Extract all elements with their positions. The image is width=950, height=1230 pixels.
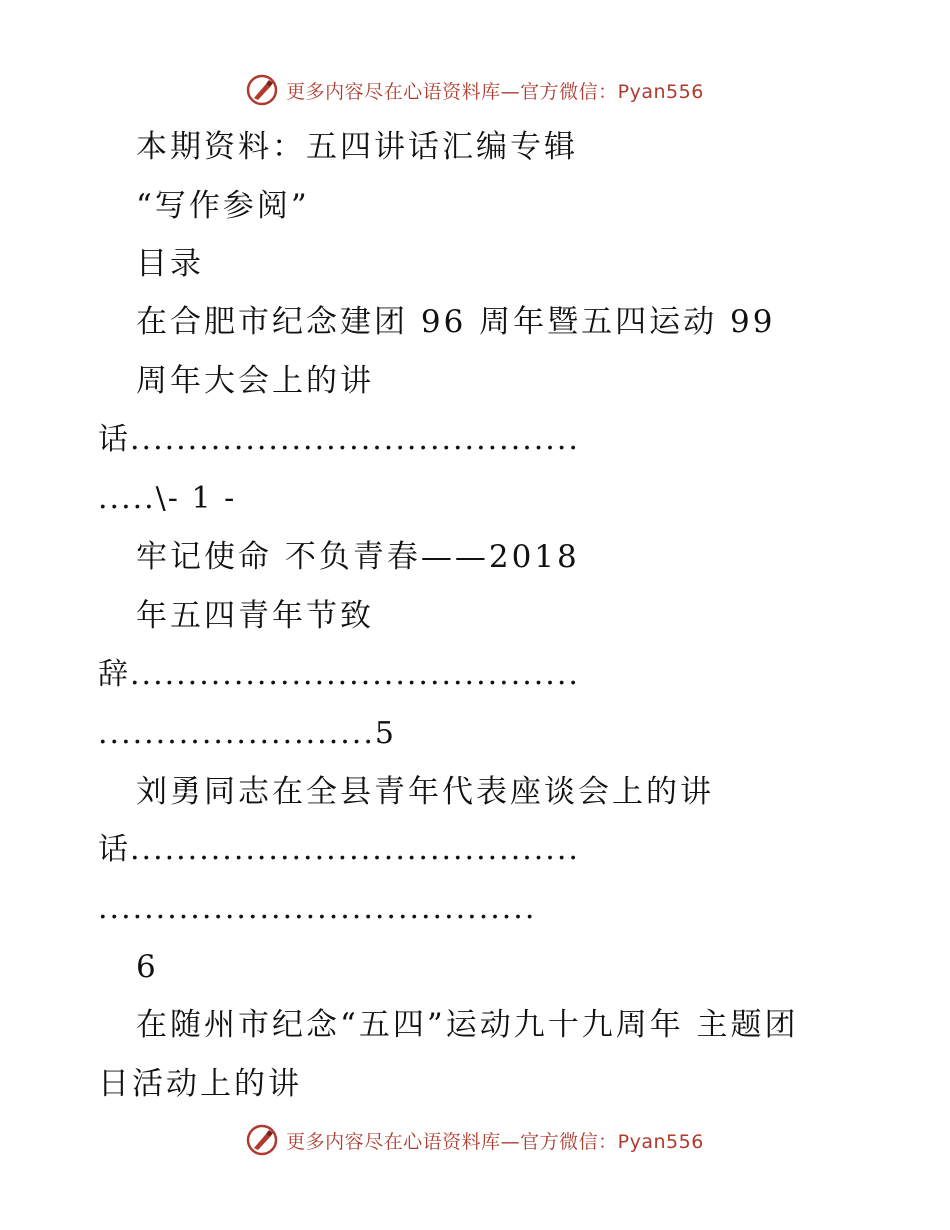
footer-watermark xyxy=(0,1120,950,1160)
toc-entry-4-line-1: 在随州市纪念“五四”运动九十九周年 主题团 xyxy=(136,1007,799,1043)
subtitle: “写作参阅” xyxy=(136,188,310,224)
toc-heading: 目录 xyxy=(136,246,204,282)
issue-title: 本期资料：五四讲话汇编专辑 xyxy=(136,129,578,165)
toc-entry-1-line-1: 在合肥市纪念建团 96 周年暨五四运动 99 xyxy=(136,304,776,340)
toc-entry-1-leader: 话....................................... xyxy=(98,422,580,457)
toc-entry-2-line-1: 牢记使命 不负青春——2018 xyxy=(136,539,580,575)
toc-entry-2-page: ........................5 xyxy=(98,716,396,751)
toc-entry-4-line-2: 日活动上的讲 xyxy=(98,1066,302,1102)
toc-entry-2-line-2: 年五四青年节致 xyxy=(136,598,374,634)
toc-entry-3-leader-2: ...................................... xyxy=(98,891,537,926)
header-watermark xyxy=(0,70,950,110)
pen-logo-icon xyxy=(246,74,278,106)
pen-logo-icon xyxy=(246,1124,278,1156)
toc-entry-1-line-2: 周年大会上的讲 xyxy=(136,363,374,399)
toc-entry-3-page: 6 xyxy=(136,949,159,985)
toc-entry-3-line-1: 刘勇同志在全县青年代表座谈会上的讲 xyxy=(136,774,714,810)
toc-entry-3-leader-1: 话....................................... xyxy=(98,832,580,867)
watermark-text: 更多内容尽在心语资料库—官方微信：Pyan556 xyxy=(286,1130,704,1153)
watermark-text: 更多内容尽在心语资料库—官方微信：Pyan556 xyxy=(286,80,704,103)
toc-entry-2-leader: 辞....................................... xyxy=(98,657,580,692)
toc-entry-1-page: .....\- 1 - xyxy=(98,481,237,516)
